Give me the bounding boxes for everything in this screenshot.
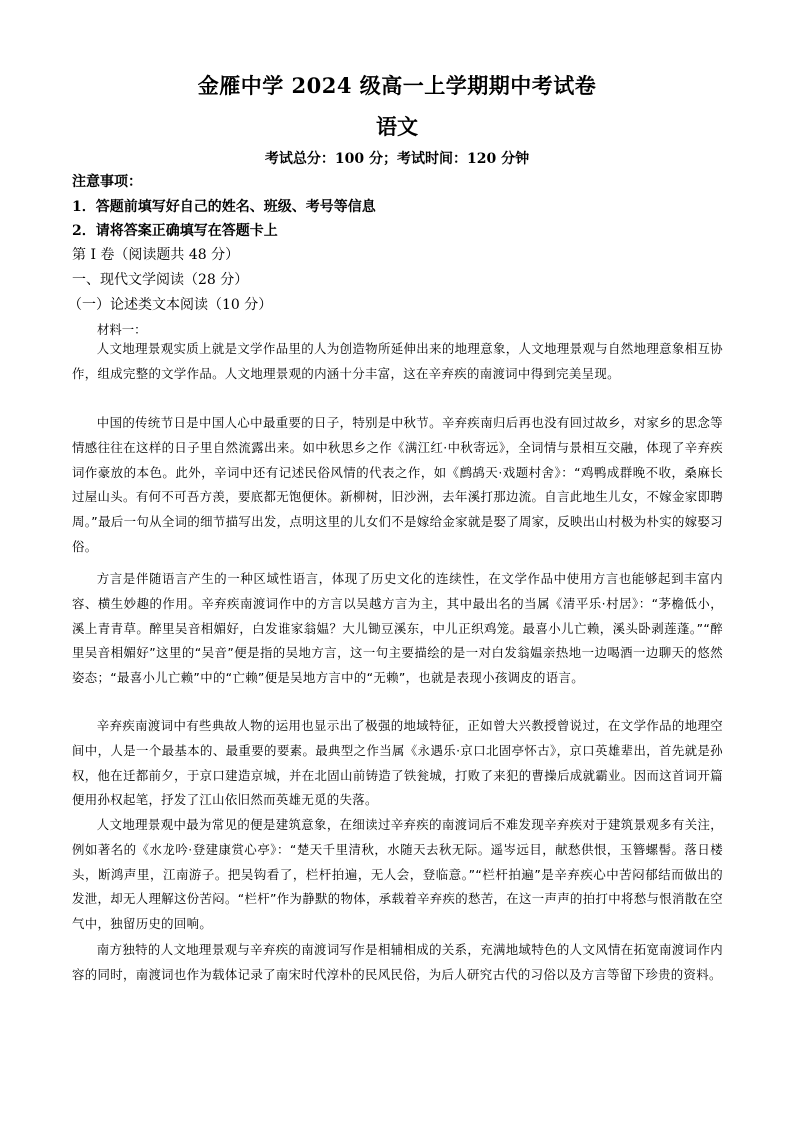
exam-title: 金雁中学 2024 级高一上学期期中考试卷 — [197, 73, 597, 98]
body-paragraph: 人文地理景观中最为常见的便是建筑意象，在细读过辛弃疾的南渡词后不难发现辛弃疾对于建筑景观多有关注，例如著名的《水龙吟·登建康赏心亭》：“楚天千里清秋，水随天去秋无际。遥岑远目，献愁供恨，玉簪螺髻。落日楼头，断鸿声里，江南游子。把吴钩看了，栏杆拍遍，无人会，登临意。”“栏杆拍遍”是辛弃疾心中苦闷郁结而做出的发泄，却无人理解这份苦闷。“栏杆”作为静默的物体，承载着辛弃疾的愁苦，在这一声声的拍打中将愁与恨消散在空气中，独留历史的回响。 — [72, 817, 723, 932]
exam-info: 考试总分：100 分；考试时间：120 分钟 — [264, 151, 530, 167]
body-paragraph: 方言是伴随语言产生的一种区域性语言，体现了历史文化的连续性，在文学作品中使用方言也能够起到丰富内容、横生妙趣的作用。辛弃疾南渡词作中的方言以吴越方言为主，其中最出名的当属《清平乐·村居》：“茅檐低小，溪上青青草。醉里吴音相媚好，白发谁家翁媪？大儿锄豆溪东，中儿正织鸡笼。最喜小儿亡赖，溪头卧剥莲蓬。”“醉里吴音相媚好”这里的“吴音”便是指的吴地方言，这一句主要描绘的是一对白发翁媪亲热地一边喝酒一边聊天的悠然姿态；“最喜小儿亡赖”中的“亡赖”便是吴地方言中的“无赖”，也就是表现小孩调皮的语言。 — [72, 571, 723, 686]
part-heading: 一、现代文学阅读（28 分） — [72, 272, 249, 288]
subject-title: 语文 — [376, 114, 418, 139]
body-paragraph: 辛弃疾南渡词中有些典故人物的运用也显示出了极强的地域特征，正如曾大兴教授曾说过，在文学作品的地理空间中，人是一个最基本的、最重要的要素。最典型之作当属《永遇乐·京口北固亭怀古》，京口英雄辈出，首先就是孙权，他在迁都前夕，于京口建造京城，并在北固山前铸造了铁瓮城，打败了来犯的曹操后成就霸业。因而这首词开篇便用孙权起笔，抒发了江山依旧然而英雄无觅的失落。 — [72, 718, 723, 808]
volume-heading: 第 I 卷（阅读题共 48 分） — [72, 247, 240, 263]
notice-item: 1．答题前填写好自己的姓名、班级、考号等信息 — [72, 199, 376, 215]
body-paragraph: 南方独特的人文地理景观与辛弃疾的南渡词写作是相辅相成的关系，充满地域特色的人文风情在拓宽南渡词作内容的同时，南渡词也作为载体记录了南宋时代淳朴的民风民俗，为后人研究古代的习俗以及方言等留下珍贵的资料。 — [72, 942, 723, 982]
subsection-heading: （一）论述类文本阅读（10 分） — [68, 297, 273, 313]
body-paragraph: 中国的传统节日是中国人心中最重要的日子，特别是中秋节。辛弃疾南归后再也没有回过故乡，对家乡的思念等情感往往在这样的日子里自然流露出来。如中秋思乡之作《满江红·中秋寄远》，全词情与景相互交融，体现了辛弃疾词作豪放的本色。此外，辛词中还有记述民俗风情的代表之作，如《鹧鸪天·戏题村舍》：“鸡鸭成群晚不收，桑麻长过屋山头。有何不可吾方羡，要底都无饱便休。新柳树，旧沙洲，去年溪打那边流。自言此地生儿女，不嫁金家即聘周。”最后一句从全词的细节描写出发，点明这里的儿女们不是嫁给金家就是娶了周家，反映出山村极为朴实的嫁娶习俗。 — [72, 415, 723, 554]
notice-heading: 注意事项： — [72, 174, 142, 190]
material-label: 材料一： — [97, 322, 147, 337]
notice-item: 2．请将答案正确填写在答题卡上 — [72, 223, 278, 239]
body-paragraph: 人文地理景观实质上就是文学作品里的人为创造物所延伸出来的地理意象，人文地理景观与自然地理意象相互协作，组成完整的文学作品。人文地理景观的内涵十分丰富，这在辛弃疾的南渡词中得到完美呈现。 — [72, 341, 723, 381]
